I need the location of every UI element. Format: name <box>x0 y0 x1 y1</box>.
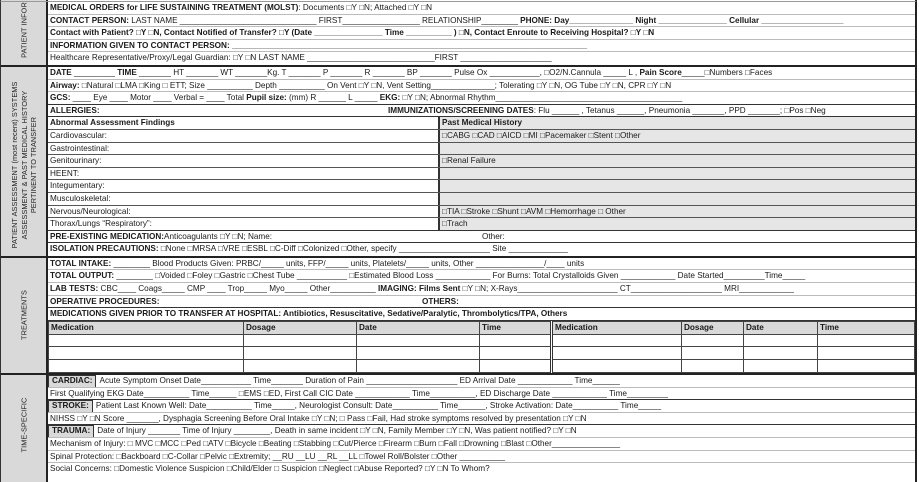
pre-existing-label: PRE-EXISTING MEDICATION: <box>50 231 165 241</box>
time-specific-section <box>0 375 917 482</box>
airway-row[interactable] <box>48 80 915 93</box>
assessment-body <box>48 67 915 256</box>
col-medication-2: Medication <box>552 321 682 334</box>
allergies-row[interactable] <box>48 105 915 118</box>
history-musculoskeletal[interactable] <box>440 193 915 205</box>
anticoagulants-fields: Anticoagulants □Y □N; Name: <box>164 231 273 241</box>
treatments-section <box>0 258 917 375</box>
immunizations-fields: : Flu ______ , Tetanus ______, Pneumonia _______, PPD _______; □Pos □Neg <box>533 105 826 115</box>
col-dosage-2: Dosage <box>682 321 744 334</box>
isolation-options: □None □MRSA □VRE □ESBL □C-Diff □Colonized □Other, specify ____________________ Site _____________ <box>158 244 568 254</box>
patient-info-body <box>48 2 915 65</box>
medication-cell[interactable] <box>552 334 682 347</box>
finding-row[interactable] <box>48 180 915 193</box>
information-given-row[interactable]: INFORMATION GIVEN TO CONTACT PERSON: ______________________________________________________________________________ <box>48 40 915 53</box>
finding-row[interactable] <box>48 193 915 206</box>
molst-options: : Documents □Y □N; Attached □Y □N <box>298 3 433 12</box>
cardiac-tag: CARDIAC: <box>48 375 96 388</box>
dosage-cell[interactable] <box>244 334 357 347</box>
date-cell[interactable] <box>744 360 818 373</box>
cardiac-onset-fields: Acute Symptom Onset Date___________ Time_______ Duration of Pain ____________________ ED Arrival Date ____________ Time______ <box>99 376 620 386</box>
finding-respiratory[interactable]: Thorax/Lungs “Respiratory”: <box>48 218 440 230</box>
history-genitourinary[interactable]: □Renal Failure <box>440 155 915 167</box>
allergies-label: ALLERGIES: <box>50 105 100 115</box>
history-respiratory[interactable]: □Trach <box>440 218 915 230</box>
assessment-label-line-3: PERTINENT TO TRANSFER <box>28 117 38 214</box>
findings-header <box>48 117 915 130</box>
finding-cardiovascular[interactable]: Cardiovascular: <box>48 130 440 142</box>
assessment-section <box>0 67 917 258</box>
total-output-row[interactable] <box>48 270 915 283</box>
molst-row[interactable] <box>48 2 915 15</box>
total-output-fields: ________ □Voided □Foley □Gastric □Chest Tube ___________ □Estimated Blood Loss ____________ For Burns: Total Crystalloids Given ____________ Date Started_________Time_____ <box>114 271 806 281</box>
treatments-label: TREATMENTS <box>18 290 28 341</box>
vitals-row[interactable] <box>48 67 915 80</box>
contact-person-label: CONTACT PERSON: <box>50 15 129 25</box>
imaging-fields: □Y □N; X-Rays______________________ CT____________________ MRI____________ <box>460 284 794 294</box>
contact-name-fields: LAST NAME ______________________________ FIRST_________________ RELATIONSHIP________ <box>129 15 521 25</box>
date-cell[interactable] <box>357 360 480 373</box>
trauma-row-1[interactable] <box>48 425 915 438</box>
vitals-fields: _______ HT _______ WT _______Kg. T _______ P _______ R _______ BP _______ Pulse Ox ___________, □O2/N.Cannula _____ L , <box>136 67 640 77</box>
medications-header-row <box>49 321 915 334</box>
pain-score-options: _____□Numbers □Faces <box>681 67 773 77</box>
stroke-fields: Patient Last Known Well: Date__________ Time_____, Neurologist Consult: Date__________ Time______, Stroke Activation: Date__________ Time_____ <box>95 401 662 411</box>
medication-row <box>49 360 915 373</box>
total-intake-row[interactable] <box>48 258 915 271</box>
pmh-header-label: Past Medical History <box>440 117 915 129</box>
col-date: Date <box>357 321 480 334</box>
isolation-label: ISOLATION PRECAUTIONS: <box>50 244 159 254</box>
medication-cell[interactable] <box>49 347 244 360</box>
lab-tests-row[interactable] <box>48 283 915 296</box>
finding-row[interactable] <box>48 206 915 219</box>
dosage-cell[interactable] <box>244 360 357 373</box>
finding-musculoskeletal[interactable]: Musculoskeletal: <box>48 193 440 205</box>
time-cell[interactable] <box>818 347 915 360</box>
top-strip <box>0 0 917 1</box>
pre-existing-other: Other: <box>482 231 505 241</box>
medication-cell[interactable] <box>552 347 682 360</box>
cardiac-row-2[interactable]: First Qualifying EKG Date__________ Time______ □EMS □ED, First Call CIC Date ____________ Time__________, ED Discharge Date ____________ Time_________ <box>48 388 915 401</box>
ekg-fields: □Y □N; Abnormal Rhythm_________________________________________ <box>400 93 683 103</box>
history-cardiovascular[interactable]: □CABG □CAD □AICD □MI □Pacemaker □Stent □Other <box>440 130 915 142</box>
spinal-protection-row[interactable]: Spinal Protection: □Backboard □C-Collar □Pelvic □Extremity; __RU __LU __RL __LL □Towel Roll/Bolster □Other __________ <box>48 451 915 464</box>
total-output-label: TOTAL OUTPUT: <box>50 271 115 281</box>
contact-phone-fields: PHONE: Day______________ Night _______________ Cellular __________________ <box>520 15 844 25</box>
stroke-row-1[interactable] <box>48 400 915 413</box>
assessment-label-line-1: PATIENT ASSESSMENT (most recent) SYSTEMS <box>9 81 19 249</box>
date-cell[interactable] <box>744 334 818 347</box>
time-specific-label: TIME-SPECIFIC <box>18 398 28 453</box>
dosage-cell[interactable] <box>682 347 744 360</box>
imaging-label: IMAGING: Films Sent <box>378 284 461 294</box>
total-intake-label: TOTAL INTAKE: <box>50 258 112 268</box>
pre-existing-medication-row[interactable] <box>48 231 915 244</box>
finding-neurological[interactable]: Nervous/Neurological: <box>48 206 440 218</box>
col-dosage: Dosage <box>244 321 357 334</box>
history-integumentary[interactable] <box>440 180 915 192</box>
total-intake-fields: ________ Blood Products Given: PRBC/_____ units, FFP/_____ units, Platelets/_____ units, Other _______________/____ units <box>111 258 585 268</box>
lab-tests-label: LAB TESTS: <box>50 284 99 294</box>
col-time: Time <box>480 321 552 334</box>
healthcare-rep-row[interactable]: Healthcare Representative/Proxy/Legal Guardian: □Y □N LAST NAME ____________________________FIRST ____________________ <box>50 53 552 63</box>
finding-heent[interactable]: HEENT: <box>48 168 440 180</box>
assessment-label <box>9 82 38 249</box>
history-neurological[interactable]: □TIA □Stroke □Shunt □AVM □Hemorrhage □ Other <box>440 206 915 218</box>
medication-cell[interactable] <box>49 334 244 347</box>
operative-row[interactable] <box>48 296 915 309</box>
date-cell[interactable] <box>357 334 480 347</box>
patient-info-side <box>1 2 48 65</box>
dosage-cell[interactable] <box>244 347 357 360</box>
dosage-cell[interactable] <box>682 360 744 373</box>
social-concerns-row[interactable]: Social Concerns: □Domestic Violence Suspicion □Child/Elder □ Suspicion □Neglect □Abuse Reported? □Y □N To Whom? <box>50 464 490 474</box>
time-cell[interactable] <box>480 334 552 347</box>
pupil-label: Pupil size: <box>246 93 287 103</box>
cardiac-row-1[interactable] <box>48 375 915 388</box>
time-specific-body <box>48 375 915 482</box>
finding-row[interactable] <box>48 143 915 156</box>
stroke-tag: STROKE: <box>48 400 93 413</box>
contact-with-patient-row[interactable]: Contact with Patient? □Y □N, Contact Notified of Transfer? □Y (Date _______________ Time __________ ) □N, Contact Enroute to Receiving Hospital? □Y □N <box>48 27 915 40</box>
finding-row[interactable] <box>48 130 915 143</box>
medication-cell[interactable] <box>552 360 682 373</box>
others-label: OTHERS: <box>422 296 459 306</box>
patient-info-section <box>0 1 917 67</box>
medications-title: MEDICATIONS GIVEN PRIOR TO TRANSFER AT HOSPITAL: Antibiotics, Resuscitative, Sedative/Paralytic, Thrombolytics/TPA, Others <box>48 308 915 321</box>
gcs-label: GCS: <box>50 93 71 103</box>
immunizations-label: IMMUNIZATIONS/SCREENING DATES <box>388 105 534 115</box>
history-heent[interactable] <box>440 168 915 180</box>
trauma-fields: Date of Injury _______ Time of Injury ________, Death in same incident □Y □N, Family Member □Y □N, Was patient notified? □Y □N <box>97 426 577 436</box>
finding-integumentary[interactable]: Integumentary: <box>48 180 440 192</box>
medication-row <box>49 334 915 347</box>
date-field: _________ <box>71 67 118 77</box>
time-cell[interactable] <box>818 360 915 373</box>
date-cell[interactable] <box>744 347 818 360</box>
dosage-cell[interactable] <box>682 334 744 347</box>
trauma-tag: TRAUMA: <box>48 425 94 438</box>
time-specific-side <box>1 375 48 482</box>
stroke-row-2[interactable]: NIHSS □Y □N Score _______, Dysphagia Screening Before Oral Intake □Y □N; □ Pass □Fail, Had stroke symptoms resolved by presentation □Y □N <box>48 413 915 426</box>
medications-table <box>48 321 915 373</box>
time-cell[interactable] <box>480 347 552 360</box>
assessment-side <box>1 67 48 256</box>
col-date-2: Date <box>744 321 818 334</box>
isolation-row[interactable] <box>48 243 915 256</box>
col-time-2: Time <box>818 321 915 334</box>
finding-row[interactable] <box>48 168 915 181</box>
molst-label: MEDICAL ORDERS for LIFE SUSTAINING TREATMENT (MOLST) <box>50 3 299 12</box>
treatments-body <box>48 258 915 373</box>
time-label: TIME <box>117 67 137 77</box>
treatments-side <box>1 258 48 373</box>
airway-options: □Natural □LMA □King □ ETT; Size __________ Depth __________ On Vent □Y □N, Vent Setting______________; Tolerating □Y □N, OG Tube □Y □N, CPR □Y □N <box>79 80 672 90</box>
finding-row[interactable] <box>48 218 915 231</box>
airway-label: Airway: <box>50 80 80 90</box>
operative-label: OPERATIVE PROCEDURES: <box>50 296 160 306</box>
pain-score-label: Pain Score <box>639 67 682 77</box>
history-gastrointestinal[interactable] <box>440 143 915 155</box>
mechanism-of-injury-row[interactable]: Mechanism of Injury: □ MVC □MCC □Ped □ATV □Bicycle □Beating □Stabbing □Cut/Pierce □Firearm □Burn □Fall □Drowning □Blast □Other_______________ <box>48 438 915 451</box>
date-label: DATE <box>50 67 72 77</box>
medication-row <box>49 347 915 360</box>
date-cell[interactable] <box>357 347 480 360</box>
medication-cell[interactable] <box>49 360 244 373</box>
patient-info-label: PATIENT INFOR <box>18 2 28 59</box>
ekg-label: EKG: <box>379 93 401 103</box>
pupil-fields: (mm) R ______ L _____ <box>286 93 380 103</box>
col-medication: Medication <box>49 321 244 334</box>
contact-person-row[interactable] <box>48 15 915 28</box>
findings-header-label: Abnormal Assessment Findings <box>48 117 440 129</box>
time-cell[interactable] <box>818 334 915 347</box>
finding-gastrointestinal[interactable]: Gastrointestinal: <box>48 143 440 155</box>
assessment-label-line-2: ASSESSMENT & PAST MEDICAL HISTORY <box>18 90 28 240</box>
gcs-fields: ____ Eye ____ Motor ____ Verbal = ____ Total <box>70 93 247 103</box>
gcs-row[interactable] <box>48 92 915 105</box>
finding-genitourinary[interactable]: Genitourinary: <box>48 155 440 167</box>
time-cell[interactable] <box>480 360 552 373</box>
lab-tests-fields: CBC____ Coags_____ CMP ____ Trop_____ Myo_____ Other__________ <box>98 284 379 294</box>
side-panel <box>1 0 48 1</box>
finding-row[interactable] <box>48 155 915 168</box>
